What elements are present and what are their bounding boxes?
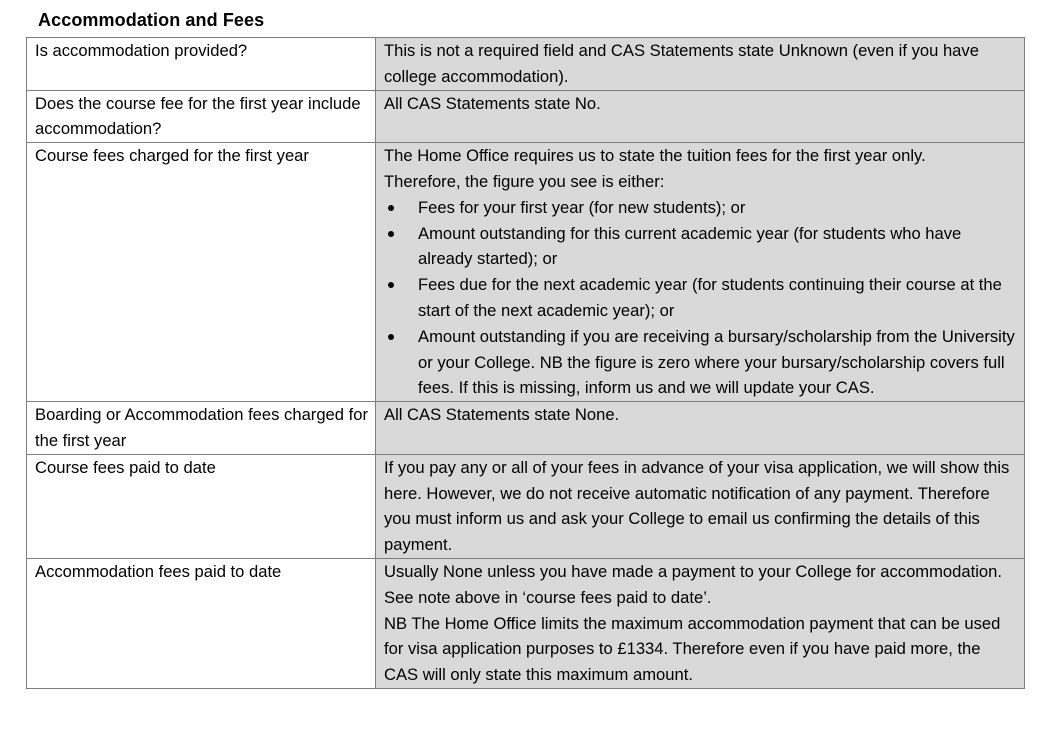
question-cell xyxy=(27,558,376,688)
answer-paragraph: All CAS Statements state None. xyxy=(384,405,620,425)
question-text: Course fees paid to date xyxy=(35,457,216,477)
answer-cell xyxy=(376,402,1025,455)
section-heading: Accommodation and Fees xyxy=(38,10,265,30)
question-text: Is accommodation provided? xyxy=(35,41,248,60)
question-text: Boarding or Accommodation fees charged for the first year xyxy=(35,405,368,450)
question-cell xyxy=(27,90,376,143)
list-item-text: Fees for your first year (for new students); or xyxy=(418,197,746,217)
table-row xyxy=(27,90,1025,143)
bullet-list xyxy=(384,195,1018,401)
list-item-text: Amount outstanding for this current academic year (for students who have already started); or xyxy=(418,223,962,269)
answer-paragraph: Usually None unless you have made a payment to your College for accommodation. See note above in ‘course fees paid to date’. xyxy=(384,561,1002,607)
table-row xyxy=(27,143,1025,402)
answer-paragraph: The Home Office requires us to state the tuition fees for the first year only. xyxy=(384,146,926,166)
answer-cell xyxy=(376,143,1025,402)
question-cell xyxy=(27,402,376,455)
table-row xyxy=(27,454,1025,558)
answer-cell xyxy=(376,558,1025,688)
table-row xyxy=(27,558,1025,688)
table-row xyxy=(27,402,1025,455)
question-text: Accommodation fees paid to date xyxy=(35,561,282,581)
list-item xyxy=(384,272,1018,324)
question-text: Course fees charged for the first year xyxy=(35,146,309,166)
list-item-text: Fees due for the next academic year (for students continuing their course at the start of the next academic year); or xyxy=(418,275,1002,320)
answer-paragraph: Therefore, the figure you see is either: xyxy=(384,171,665,191)
answer-cell xyxy=(376,38,1025,91)
answer-paragraph: All CAS Statements state No. xyxy=(384,93,601,113)
bullet-icon xyxy=(388,334,394,340)
list-item xyxy=(384,324,1018,401)
list-item xyxy=(384,195,1018,221)
bullet-icon xyxy=(388,282,394,288)
accommodation-fees-table xyxy=(26,37,1025,689)
answer-cell xyxy=(376,90,1025,143)
question-cell xyxy=(27,143,376,402)
answer-paragraph: NB The Home Office limits the maximum accommodation payment that can be used for visa application purposes to £1334. Therefore even if you have paid more, the CAS will only state this maximum amount. xyxy=(384,613,1001,685)
table-row xyxy=(27,38,1025,91)
answer-cell xyxy=(376,454,1025,558)
bullet-icon xyxy=(388,231,394,237)
question-cell xyxy=(27,454,376,558)
answer-paragraph: This is not a required field and CAS Statements state Unknown (even if you have college accommodation). xyxy=(384,41,979,86)
list-item-text: Amount outstanding if you are receiving a bursary/scholarship from the University or your College. NB the figure is zero where your bursary/scholarship covers full fees. If this is missing, inform us and we will update your CAS. xyxy=(418,326,1015,398)
question-cell xyxy=(27,38,376,91)
question-text: Does the course fee for the first year include accommodation? xyxy=(35,93,361,139)
bullet-icon xyxy=(388,205,394,211)
answer-paragraph: If you pay any or all of your fees in advance of your visa application, we will show this here. However, we do not receive automatic notification of any payment. Therefore you must inform us and ask your College to email us confirming the details of this payment. xyxy=(384,457,1010,555)
list-item xyxy=(384,221,1018,273)
